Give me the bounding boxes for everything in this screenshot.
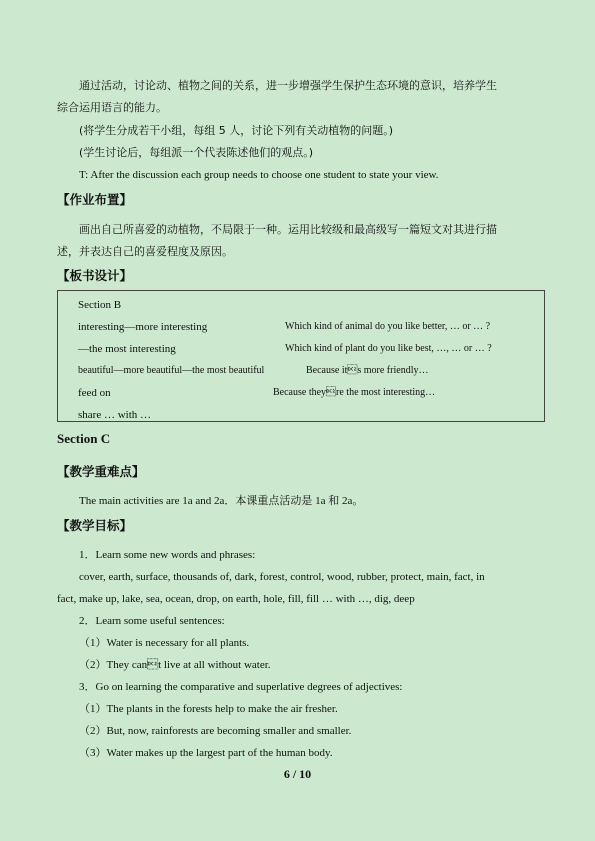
goal-2-item-1: （1）Water is necessary for all plants. — [79, 637, 250, 649]
goal-3-item-1: （1）The plants in the forests help to make the air fresher. — [79, 703, 338, 715]
page-number: 6 / 10 — [283, 767, 312, 781]
board-line-3-right: Because its more friendly… — [306, 365, 429, 376]
goal-2: 2．Learn some useful sentences: — [79, 615, 225, 627]
board-line-4-right: Because theyre the most interesting… — [273, 387, 436, 398]
board-line-2-right: Which kind of plant do you like best, …, … or … ? — [285, 343, 492, 354]
key-points-text: The main activities are 1a and 2a．本课重点活动是 1a 和 2a。 — [79, 495, 364, 507]
goal-3-item-2: （2）But, now, rainforests are becoming smaller and smaller. — [79, 725, 352, 737]
key-points-heading: 【教学重难点】 — [57, 464, 145, 479]
goal-3-item-3: （3）Water makes up the largest part of the human body. — [79, 747, 333, 759]
goal-2-item-2: （2）They cant live at all without water. — [79, 659, 271, 671]
intro-line-1: 通过活动，讨论动、植物之间的关系，进一步增强学生保护生态环境的意识，培养学生 — [79, 79, 497, 92]
goals-heading: 【教学目标】 — [57, 518, 133, 533]
homework-line-1: 画出自己所喜爱的动植物，不局限于一种。运用比较级和最高级写一篇短文对其进行描 — [79, 223, 497, 236]
board-heading: 【板书设计】 — [57, 268, 133, 283]
board-line-1-left: interesting—more interesting — [78, 321, 208, 333]
goal-1-words-a: cover, earth, surface, thousands of, dark, forest, control, wood, rubber, protect, main, fact, in — [79, 571, 485, 583]
intro-line-2: 综合运用语言的能力。 — [57, 101, 167, 114]
board-line-3-left: beautiful—more beautiful—the most beautiful — [78, 365, 265, 376]
board-line-4-left: feed on — [78, 387, 111, 399]
board-line-1-right: Which kind of animal do you like better, … or … ? — [285, 321, 491, 332]
goal-1: 1．Learn some new words and phrases: — [79, 549, 256, 561]
intro-line-3: (将学生分成若干小组，每组 5 人，讨论下列有关动植物的问题。) — [79, 124, 394, 137]
homework-line-2: 述，并表达自己的喜爱程度及原因。 — [57, 245, 233, 258]
board-design-box — [57, 290, 545, 422]
homework-heading: 【作业布置】 — [57, 192, 133, 207]
board-title: Section B — [78, 299, 122, 311]
board-line-2-left: —the most interesting — [78, 343, 176, 355]
goal-3: 3．Go on learning the comparative and superlative degrees of adjectives: — [79, 681, 403, 693]
intro-line-4: (学生讨论后，每组派一个代表陈述他们的观点。) — [79, 146, 314, 159]
board-line-5-left: share … with … — [78, 409, 152, 421]
goal-1-words-b: fact, make up, lake, sea, ocean, drop, on earth, hole, fill, fill … with …, dig, deep — [57, 593, 415, 605]
section-c-title: Section C — [57, 431, 111, 446]
intro-line-5: T: After the discussion each group needs to choose one student to state your view. — [79, 169, 439, 181]
